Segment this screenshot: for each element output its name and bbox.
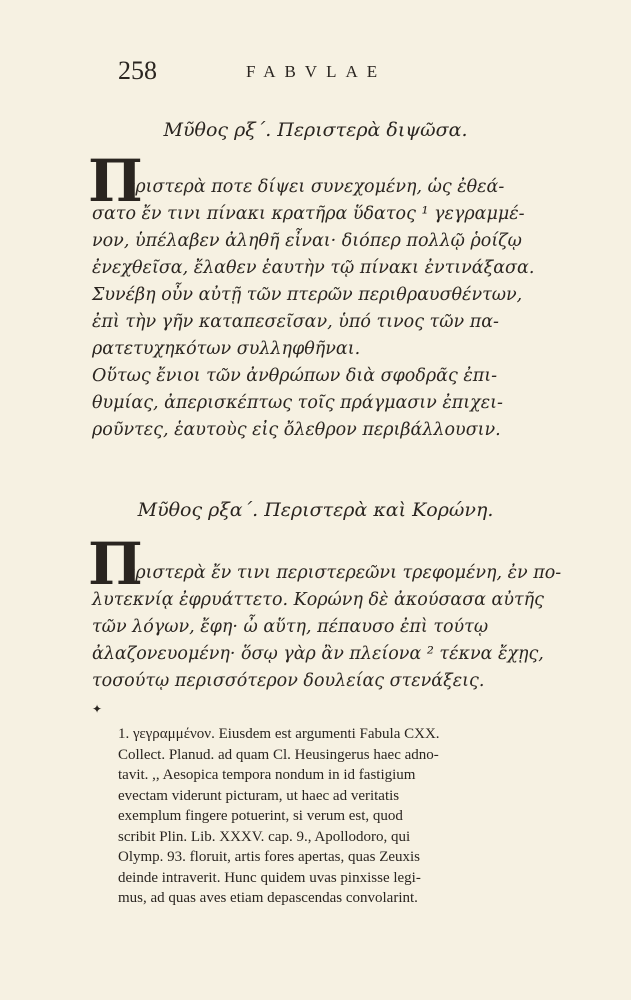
text-line: ἀλαζονευομένη· ὅσῳ γὰρ ἂν πλείονα ² τέκνα ἔχῃς, [92, 644, 544, 664]
text-line: εριστερὰ ποτε δίψει συνεχομένη, ὡς ἐθεά- [126, 177, 505, 197]
fable-160-text [92, 174, 562, 444]
text-line: Συνέβη οὖν αὐτῇ τῶν πτερῶν περιθραυσθέντων, [92, 285, 523, 305]
fable-160-title: Μῦθος ρξ΄. Περιστερὰ διψῶσα. [163, 119, 468, 141]
text-line: ροῦντες, ἑαυτοὺς εἰς ὄλεθρον περιβάλλουσιν. [92, 420, 501, 440]
fable-161-text [92, 560, 562, 695]
text-line: λυτεκνίᾳ ἐφρυάττετο. Κορώνη δὲ ἀκούσασα αὐτῆς [92, 590, 544, 610]
footnote-line: deinde intraverit. Hunc quidem uvas pinxisse legi- [118, 869, 421, 886]
drop-cap-initial: Π [88, 147, 143, 215]
fable-161-title: Μῦθος ρξα΄. Περιστερὰ καὶ Κορώνη. [137, 499, 494, 521]
running-title: FABVLAE [246, 62, 387, 81]
text-line: τῶν λόγων, ἔφη· ὦ αὕτη, πέπαυσο ἐπὶ τούτῳ [92, 617, 489, 637]
footnote-marker: ✦ [92, 702, 103, 716]
text-line: νον, ὑπέλαβεν ἀληθῆ εἶναι· διόπερ πολλῷ ῥοίζῳ [92, 231, 522, 251]
text-line: ρατετυχηκότων συλληφθῆναι. [92, 339, 361, 359]
footnote-line: evectam viderunt picturam, ut haec ad veritatis [118, 787, 400, 804]
text-line: εριστερὰ ἔν τινι περιστερεῶνι τρεφομένη, ἐν πο- [126, 563, 562, 583]
text-line: ἐπὶ τὴν γῆν καταπεσεῖσαν, ὑπό τινος τῶν πα- [92, 312, 499, 332]
text-line: τοσούτῳ περισσότερον δουλείας στενάξεις. [92, 671, 485, 691]
text-line: θυμίας, ἀπερισκέπτως τοῖς πράγμασιν ἐπιχει- [92, 393, 503, 413]
footnote-line: scribit Plin. Lib. XXXV. cap. 9., Apollodoro, qui [118, 828, 411, 845]
page-header [118, 56, 451, 90]
footnote-line: Olymp. 93. floruit, artis fores apertas, quas Zeuxis [118, 849, 421, 865]
text-line: ἐνεχθεῖσα, ἔλαθεν ἑαυτὴν τῷ πίνακι ἐντινάξασα. [92, 258, 535, 278]
footnote-line: exemplum fingere potuerint, si verum est, quod [118, 808, 403, 824]
text-line: Οὕτως ἔνιοι τῶν ἀνθρώπων διὰ σφοδρᾶς ἐπι- [92, 366, 498, 386]
footnote-line: tavit. ,, Aesopica tempora nondum in id fastigium [118, 767, 416, 783]
page-number: 258 [118, 56, 157, 85]
text-line: σατο ἔν τινι πίνακι κρατῆρα ὕδατος ¹ γεγραμμέ- [92, 204, 525, 224]
footnote-line: 1. γεγραμμένον. Eiusdem est argumenti Fabula CXX. [118, 726, 440, 742]
footnote [118, 724, 578, 909]
drop-cap-initial: Π [88, 530, 143, 598]
footnote-line: Collect. Planud. ad quam Cl. Heusingerus haec adno- [118, 746, 439, 763]
footnote-line: mus, ad quas aves etiam depascendas convolarint. [118, 890, 418, 906]
